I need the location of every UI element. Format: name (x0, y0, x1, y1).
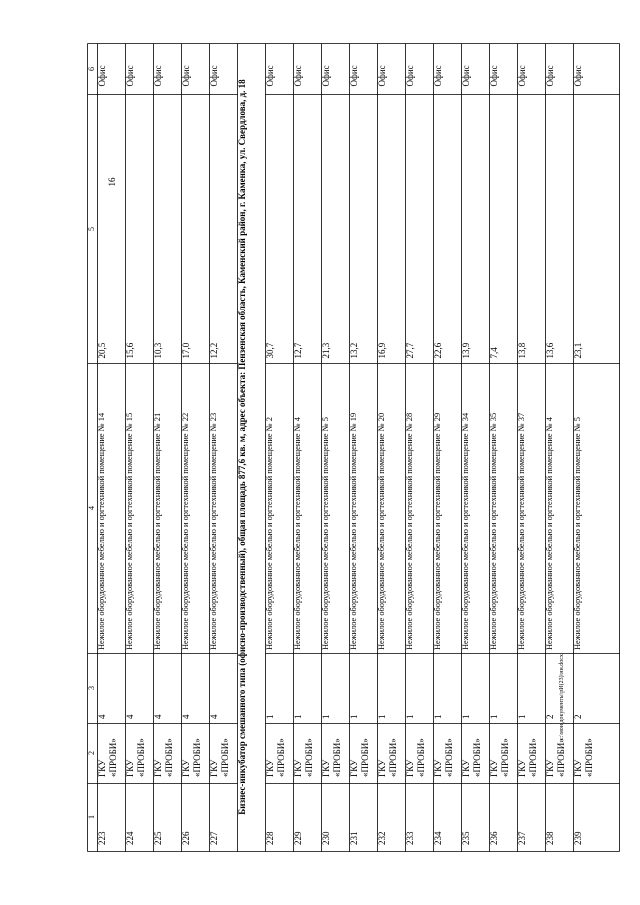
table-cell-use (377, 43, 405, 94)
table-cell-floor (293, 653, 321, 723)
table-cell-description (489, 363, 517, 653)
table-cell-use-text: Офис (573, 64, 583, 86)
table-cell-org (349, 723, 377, 783)
table-cell-org-text: ГКУ «ПРОБИ» (209, 738, 230, 777)
table-cell-area (461, 94, 489, 363)
table-cell-id-text: 230 (321, 831, 331, 845)
table-cell-area-text: 12,7 (293, 342, 303, 358)
table-cell-area (517, 94, 545, 363)
column-number-header (87, 653, 97, 723)
table-cell-org (461, 723, 489, 783)
table-cell-floor-text: 1 (377, 714, 387, 719)
table-cell-description (97, 363, 125, 653)
table-cell-description-text: Нежилое оборудованное мебелью и оргтехникой помещение № 5 (321, 417, 330, 650)
table-cell-floor-text: 1 (489, 714, 499, 719)
table-cell-id-text: 237 (517, 831, 527, 845)
table-cell-id-text: 224 (125, 831, 135, 845)
table-cell-description (293, 363, 321, 653)
table-cell-floor-text: 2 (545, 714, 555, 719)
table-cell-id-text: 234 (433, 831, 443, 845)
table-cell-area-text: 13,9 (461, 342, 471, 358)
table-cell-org-text: ГКУ «ПРОБИ» (153, 738, 174, 777)
table-cell-floor-text: 1 (461, 714, 471, 719)
table-cell-area-text: 23,1 (573, 342, 583, 358)
table-cell-description (265, 363, 293, 653)
table-cell-description (461, 363, 489, 653)
table-cell-area-text: 13,8 (517, 342, 527, 358)
table-cell-area-text: 12,2 (209, 342, 219, 358)
table-cell-floor (377, 653, 405, 723)
table-cell-floor-text: 4 (97, 714, 107, 719)
table-cell-floor (433, 653, 461, 723)
table-cell-org (125, 723, 153, 783)
table-cell-use (433, 43, 461, 94)
table-cell-use (517, 43, 545, 94)
table-cell-description (153, 363, 181, 653)
table-cell-description (405, 363, 433, 653)
column-number-header (87, 94, 97, 363)
table-cell-description-text: Нежилое оборудованное мебелью и оргтехникой помещение № 15 (125, 412, 134, 650)
table-cell-id-text: 238 (545, 831, 555, 845)
table-cell-id (125, 783, 153, 851)
table-cell-org (293, 723, 321, 783)
table-cell-id (265, 783, 293, 851)
table-cell-org-text: ГКУ «ПРОБИ» (517, 738, 538, 777)
table-cell-floor-text: 1 (265, 714, 275, 719)
table-cell-id (573, 783, 601, 851)
table-cell-area (433, 94, 461, 363)
table-cell-area (545, 94, 573, 363)
table-cell-area-text: 17,0 (181, 342, 191, 358)
table-cell-description-text: Нежилое оборудованное мебелью и оргтехникой помещение № 35 (489, 412, 498, 650)
table-cell-floor (461, 653, 489, 723)
table-cell-area-text: 20,5 (97, 342, 107, 358)
table-cell-area (265, 94, 293, 363)
table-cell-description-text: Нежилое оборудованное мебелью и оргтехникой помещение № 22 (181, 412, 190, 650)
table-cell-id-text: 225 (153, 831, 163, 845)
table-cell-org-text: ГКУ «ПРОБИ» (405, 738, 426, 777)
table-cell-description-text: Нежилое оборудованное мебелью и оргтехникой помещение № 28 (405, 412, 414, 650)
table-cell-floor-text: 1 (349, 714, 359, 719)
table-cell-description (573, 363, 601, 653)
table-cell-description (433, 363, 461, 653)
table-cell-area (125, 94, 153, 363)
table-cell-id-text: 228 (265, 831, 275, 845)
table-cell-floor-text: 1 (517, 714, 527, 719)
table-cell-area (349, 94, 377, 363)
column-number-header (87, 363, 97, 653)
table-cell-use-text: Офис (461, 64, 471, 86)
table-cell-id-text: 226 (181, 831, 191, 845)
table-cell-org-text: ГКУ «ПРОБИ» (349, 738, 370, 777)
table-cell-use-text: Офис (125, 64, 135, 86)
table-cell-org-text: ГКУ «ПРОБИ» (461, 738, 482, 777)
table-cell-description-text: Нежилое оборудованное мебелью и оргтехникой помещение № 19 (349, 412, 358, 650)
table-cell-description-text: Нежилое оборудованное мебелью и оргтехникой помещение № 4 (293, 417, 302, 650)
table-cell-org-text: ГКУ «ПРОБИ» (573, 738, 594, 777)
table-cell-floor (181, 653, 209, 723)
table-cell-id-text: 223 (97, 831, 107, 845)
table-cell-org (265, 723, 293, 783)
table-cell-description-text: Нежилое оборудованное мебелью и оргтехникой помещение № 5 (573, 417, 582, 650)
column-number-header (87, 783, 97, 851)
table-cell-org (153, 723, 181, 783)
table-cell-use-text: Офис (489, 64, 499, 86)
table-cell-floor-text: 1 (293, 714, 303, 719)
table-cell-floor (321, 653, 349, 723)
table-cell-id (405, 783, 433, 851)
table-cell-area (321, 94, 349, 363)
table-cell-use-text: Офис (433, 64, 443, 86)
table-cell-description-text: Нежилое оборудованное мебелью и оргтехникой помещение № 29 (433, 412, 442, 650)
table-cell-description-text: Нежилое оборудованное мебелью и оргтехникой помещение № 4 (545, 417, 554, 650)
table-cell-org (181, 723, 209, 783)
table-cell-org-text: ГКУ «ПРОБИ» (265, 738, 286, 777)
table-cell-use (489, 43, 517, 94)
table-cell-use (265, 43, 293, 94)
table-cell-floor-text: 2 (573, 714, 583, 719)
table-cell-use (405, 43, 433, 94)
table-cell-floor (125, 653, 153, 723)
table-cell-org-text: ГКУ «ПРОБИ» (377, 738, 398, 777)
table-cell-floor-text: 1 (405, 714, 415, 719)
table-cell-id (517, 783, 545, 851)
page-number: 16 (107, 177, 117, 187)
table-cell-floor-text: 1 (433, 714, 443, 719)
table-cell-org-text: ГКУ «ПРОБИ» (433, 738, 454, 777)
table-cell-description-text: Нежилое оборудованное мебелью и оргтехникой помещение № 23 (209, 412, 218, 650)
column-number-header-text: 4 (87, 506, 96, 510)
table-cell-description-text: Нежилое оборудованное мебелью и оргтехникой помещение № 20 (377, 412, 386, 650)
table-cell-use-text: Офис (153, 64, 163, 86)
table-cell-id (377, 783, 405, 851)
table-cell-description-text: Нежилое оборудованное мебелью и оргтехникой помещение № 37 (517, 412, 526, 650)
table-cell-id-text: 231 (349, 831, 359, 845)
table-cell-area-text: 30,7 (265, 342, 275, 358)
table-cell-area (181, 94, 209, 363)
table-cell-id (209, 783, 237, 851)
table-cell-area (97, 94, 125, 363)
section-heading-text: Бизнес-инкубатор смешанного типа (офисно-производственный), общая площадь 877,6 кв. м, адрес объекта: Пензенская область, Каменский район, г. Каменка, ул. Свердлова, д. 18 (237, 79, 247, 815)
table-cell-floor-text: 4 (181, 714, 191, 719)
table-cell-area-text: 13,2 (349, 342, 359, 358)
table-cell-org-text: ГКУ «ПРОБИ» (97, 738, 118, 777)
table-cell-description (321, 363, 349, 653)
table-cell-id (97, 783, 125, 851)
table-cell-floor-text: 4 (209, 714, 219, 719)
table-cell-area (153, 94, 181, 363)
table-cell-floor (349, 653, 377, 723)
table-cell-description-text: Нежилое оборудованное мебелью и оргтехникой помещение № 2 (265, 417, 274, 650)
table-cell-area-text: 16,9 (377, 342, 387, 358)
table-cell-floor-text: 1 (321, 714, 331, 719)
table-cell-description (125, 363, 153, 653)
table-cell-id (153, 783, 181, 851)
column-number-header (87, 43, 97, 94)
table-cell-area-text: 27,7 (405, 342, 415, 358)
table-cell-area (489, 94, 517, 363)
table-cell-use (293, 43, 321, 94)
column-number-header-text: 6 (87, 66, 96, 71)
table-cell-floor (209, 653, 237, 723)
table-cell-use-text: Офис (349, 64, 359, 86)
table-cell-id-text: 227 (209, 831, 219, 845)
property-table (87, 43, 619, 851)
table-cell-use (321, 43, 349, 94)
table-cell-floor-text: 4 (125, 714, 135, 719)
table-cell-org-text: ГКУ «ПРОБИ» (489, 738, 510, 777)
table-cell-area-text: 7,4 (489, 346, 499, 358)
table-cell-floor-text: 4 (153, 714, 163, 719)
table-cell-use-text: Офис (321, 64, 331, 86)
table-cell-org (405, 723, 433, 783)
table-cell-org (321, 723, 349, 783)
table-cell-id (489, 783, 517, 851)
table-cell-org (573, 723, 601, 783)
table-cell-org-text: ГКУ «ПРОБИ» (181, 738, 202, 777)
table-cell-floor (405, 653, 433, 723)
table-cell-description (517, 363, 545, 653)
table-cell-floor (489, 653, 517, 723)
table-cell-area-text: 21,3 (321, 342, 331, 358)
footer-file-path: c:\мои документы\рИ(23)\нн.docx (559, 654, 565, 740)
table-cell-use-text: Офис (181, 64, 191, 86)
column-number-header (87, 723, 97, 783)
table-cell-floor (153, 653, 181, 723)
table-cell-use-text: Офис (293, 64, 303, 86)
table-cell-org-text: ГКУ «ПРОБИ» (545, 738, 566, 777)
table-cell-area (377, 94, 405, 363)
table-cell-area (209, 94, 237, 363)
table-cell-floor (573, 653, 601, 723)
table-cell-area (293, 94, 321, 363)
table-cell-description (209, 363, 237, 653)
table-cell-use-text: Офис (377, 64, 387, 86)
table-cell-id (293, 783, 321, 851)
table-cell-description-text: Нежилое оборудованное мебелью и оргтехникой помещение № 21 (153, 412, 162, 650)
table-cell-use-text: Офис (265, 64, 275, 86)
table-cell-org (209, 723, 237, 783)
table-cell-use (153, 43, 181, 94)
table-cell-use-text: Офис (405, 64, 415, 86)
table-cell-area (573, 94, 601, 363)
table-cell-org-text: ГКУ «ПРОБИ» (321, 738, 342, 777)
table-cell-id (321, 783, 349, 851)
table-cell-description-text: Нежилое оборудованное мебелью и оргтехникой помещение № 14 (97, 412, 106, 650)
column-number-header-text: 3 (87, 686, 96, 690)
table-cell-use (209, 43, 237, 94)
table-cell-use (125, 43, 153, 94)
table-cell-id (349, 783, 377, 851)
table-cell-org (433, 723, 461, 783)
table-cell-area-text: 22,6 (433, 342, 443, 358)
table-cell-org-text: ГКУ «ПРОБИ» (293, 738, 314, 777)
table-cell-use (181, 43, 209, 94)
table-cell-description-text: Нежилое оборудованное мебелью и оргтехникой помещение № 34 (461, 412, 470, 650)
table-cell-use-text: Офис (97, 64, 107, 86)
table-cell-id-text: 236 (489, 831, 499, 845)
table-cell-org (489, 723, 517, 783)
table-cell-area-text: 10,3 (153, 342, 163, 358)
table-cell-area-text: 15,6 (125, 342, 135, 358)
table-cell-id-text: 232 (377, 831, 387, 845)
table-cell-id-text: 239 (573, 831, 583, 845)
table-cell-use-text: Офис (209, 64, 219, 86)
table-cell-use (349, 43, 377, 94)
table-cell-use (461, 43, 489, 94)
table-cell-id (461, 783, 489, 851)
table-cell-org (377, 723, 405, 783)
table-cell-description (181, 363, 209, 653)
table-cell-description (377, 363, 405, 653)
table-cell-id-text: 233 (405, 831, 415, 845)
table-cell-use (573, 43, 601, 94)
table-cell-id-text: 229 (293, 831, 303, 845)
table-cell-floor (517, 653, 545, 723)
table-cell-id (545, 783, 573, 851)
table-cell-id (433, 783, 461, 851)
table-cell-area (405, 94, 433, 363)
table-cell-id-text: 235 (461, 831, 471, 845)
table-cell-use-text: Офис (545, 64, 555, 86)
section-heading (237, 43, 265, 851)
table-cell-floor (265, 653, 293, 723)
table-cell-id (181, 783, 209, 851)
table-cell-org (97, 723, 125, 783)
column-number-header-text: 5 (87, 226, 96, 231)
table-cell-org-text: ГКУ «ПРОБИ» (125, 738, 146, 777)
table-cell-area-text: 13,6 (545, 342, 555, 358)
table-cell-use (545, 43, 573, 94)
table-cell-use-text: Офис (517, 64, 527, 86)
column-number-header-text: 2 (87, 751, 96, 755)
table-cell-floor (97, 653, 125, 723)
table-cell-org (517, 723, 545, 783)
column-number-header-text: 1 (87, 815, 96, 819)
table-cell-use (97, 43, 125, 94)
table-cell-description (349, 363, 377, 653)
